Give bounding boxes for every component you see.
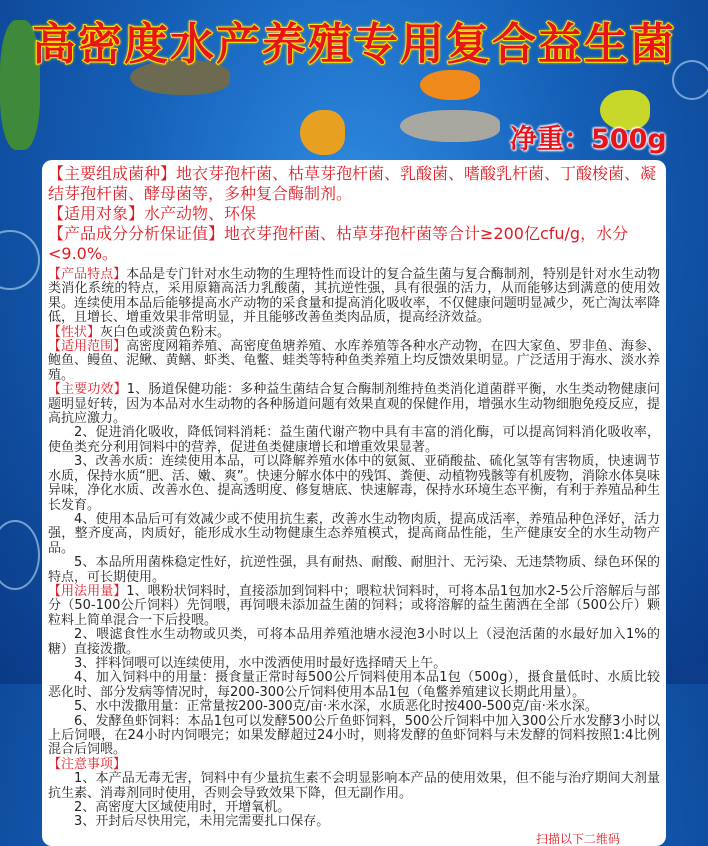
section-text: 4、加入饲料中的用量：摄食量正常时每500公斤饲料使用本品1包（500g），摄食量低时、水质比较恶化时、部分发病等情况时，每200-300公斤饲料使用本品1包（龟鳖养殖建议长期此用量）。 bbox=[48, 670, 660, 700]
fish-image bbox=[400, 110, 500, 142]
header-label: 【主要组成菌种】 bbox=[48, 164, 177, 183]
header-text: 地衣芽孢杆菌、枯草芽孢杆菌等合计≥200亿cfu/g，水分<9.0%。 bbox=[48, 224, 629, 263]
section-paragraph bbox=[48, 585, 660, 628]
qr-code-area bbox=[668, 664, 708, 684]
header-label: 【产品成分分析保证值】 bbox=[48, 224, 225, 243]
section-paragraph bbox=[48, 513, 660, 556]
net-weight: 净重：500g bbox=[510, 124, 667, 155]
section-paragraph bbox=[48, 715, 660, 758]
section-text: 2、喂滤食性水生动物或贝类，可将本品用养殖池塘水浸泡3小时以上（浸泡活菌的水最好加入1%的糖）直接泼撒。 bbox=[48, 627, 660, 657]
section-text: 灰白色或淡黄色粉末。 bbox=[100, 324, 231, 340]
section-label: 【用法用量】 bbox=[48, 583, 127, 599]
section-text: 本品是专门针对水生动物的生理特性而设计的复合益生菌与复合酶制剂，特别是针对水生动物类消化系统的特点，采用原籍高活力乳酸菌，其抗逆性强，具有很强的活力，从而能够达到满意的使用效果。连续使用本品后能够提高水产动物的采食量和提高消化吸收率，不仅健康问题明显减少，死亡淘汰率降低，且增长、增重效果非常明显，并且能够改善鱼类肉品质，提高经济效益。 bbox=[48, 267, 660, 326]
section-paragraph bbox=[48, 628, 660, 657]
section-label: 【适用范围】 bbox=[48, 339, 127, 355]
product-title: 高密度水产养殖专用复合益生菌 bbox=[32, 19, 676, 70]
section-paragraph bbox=[48, 268, 660, 326]
section-text: 3、开封后尽快用完，未用完需要扎口保存。 bbox=[74, 814, 330, 830]
bubble-decoration bbox=[0, 520, 40, 590]
section-paragraph bbox=[48, 455, 660, 513]
section-text: 1、喂粉状饲料时，直接添加到饲料中；喂粒状饲料时，可将本品1包加水2-5公斤溶解后与部分（50-100公斤饲料）先饲喂，再饲喂未添加益生菌的饲料；或将溶解的益生菌洒在全部（500公斤）颗粒料上简单混合一下后投喂。 bbox=[48, 583, 660, 628]
key-info bbox=[48, 164, 660, 264]
section-paragraph bbox=[48, 340, 660, 383]
header-text: 地衣芽孢杆菌、枯草芽孢杆菌、乳酸菌、嗜酸乳杆菌、丁酸梭菌、凝结芽孢杆菌、酵母菌等，多种复合酶制剂。 bbox=[48, 164, 657, 203]
section-text: 5、水中泼撒用量：正常量按200-300克/亩·米水深，水质恶化时按400-500克/亩·米水深。 bbox=[74, 699, 598, 715]
section-text: 3、拌料饲喂可以连续使用，水中泼洒使用时最好选择晴天上午。 bbox=[74, 655, 447, 671]
section-text: 3、改善水质：连续使用本品，可以降解养殖水体中的氨氮、亚硝酸盐、硫化氢等有害物质，快速调节水质，保持水质“肥、活、嫩、爽”。快速分解水体中的残饵、粪便、动植物残骸等有机废物，消除水体臭味异味，净化水质、改善水色、提高透明度、修复塘底、快速解毒，保持水环境生态平衡，有利于养殖品种生长发育。 bbox=[48, 454, 660, 513]
label-panel bbox=[42, 160, 666, 846]
section-text: 1、肠道保健功能：多种益生菌结合复合酶制剂维持鱼类消化道菌群平衡，水生类动物健康问题明显好转，因为本品对水生动物的各种肠道问题有效果直观的保健作用，增强水生动物细胞免疫反应，提高抗应激力。 bbox=[48, 382, 660, 427]
section-label: 【注意事项】 bbox=[48, 756, 127, 772]
section-text: 高密度网箱养殖、高密度鱼塘养殖、水库养殖等各种水产动物，在四大家鱼、罗非鱼、海参、鲍鱼、鳗鱼、泥鳅、黄鳝、虾类、龟鳖、蛙类等特种鱼类养殖上均反馈效果明显。广泛适用于海水、淡水养殖。 bbox=[48, 339, 660, 383]
section-label: 【性状】 bbox=[48, 324, 101, 340]
header-text: 水产动物、环保 bbox=[144, 204, 257, 223]
section-paragraph bbox=[48, 700, 660, 714]
section-paragraph bbox=[48, 772, 660, 801]
section-paragraph bbox=[48, 671, 660, 700]
section-text: 5、本品所用菌株稳定性好，抗逆性强，具有耐热、耐酸、耐胆汁、无污染、无违禁物质、绿色环保的特点，可长期使用。 bbox=[48, 555, 660, 585]
section-text: 1、本产品无毒无害，饲料中有少量抗生素不会明显影响本产品的使用效果，但不能与治疗期间大剂量抗生素、消毒剂同时使用，否则会导致效果下降，但无副作用。 bbox=[48, 771, 660, 801]
header-line bbox=[48, 224, 660, 264]
section-paragraph bbox=[48, 326, 660, 340]
section-text: 2、高密度大区域使用时，开增氧机。 bbox=[74, 800, 291, 816]
section-paragraph bbox=[48, 815, 660, 829]
fish-image bbox=[300, 110, 345, 155]
section-paragraph bbox=[48, 801, 660, 815]
section-text: 2、促进消化吸收，降低饲料消耗：益生菌代谢产物中具有丰富的消化酶，可以提高饲料消化吸收率，使鱼类充分利用饲料中的营养，促进鱼类健康增长和增重效果显著。 bbox=[48, 425, 660, 455]
bubble-decoration bbox=[0, 230, 40, 290]
qr-note: 扫描以下二维码 bbox=[535, 831, 620, 846]
product-description bbox=[48, 268, 660, 830]
section-paragraph bbox=[48, 758, 660, 772]
header-line bbox=[48, 204, 660, 224]
section-text: 6、发酵鱼虾饲料：本品1包可以发酵500公斤鱼虾饲料，500公斤饲料中加入300公斤水发酵3小时以上后饲喂，在24小时内饲喂完；如果发酵超过24小时，则将发酵的鱼虾饲料与未发酵的饲料按照1:4比例混合后饲喂。 bbox=[48, 713, 660, 758]
section-paragraph bbox=[48, 426, 660, 455]
section-label: 【主要功效】 bbox=[48, 382, 127, 398]
section-paragraph bbox=[48, 556, 660, 585]
fish-image bbox=[420, 70, 480, 100]
section-paragraph bbox=[48, 383, 660, 426]
header-label: 【适用对象】 bbox=[48, 204, 145, 223]
section-text: 4、使用本品后可有效减少或不使用抗生素，改善水生动物肉质，提高成活率，养殖品种色泽好，活力强，整齐度高，肉质好，能形成水生动物健康生态养殖模式，提高商品性能，生产健康安全的水生动物产品。 bbox=[48, 511, 660, 556]
section-label: 【产品特点】 bbox=[48, 267, 127, 282]
header-line bbox=[48, 164, 660, 204]
